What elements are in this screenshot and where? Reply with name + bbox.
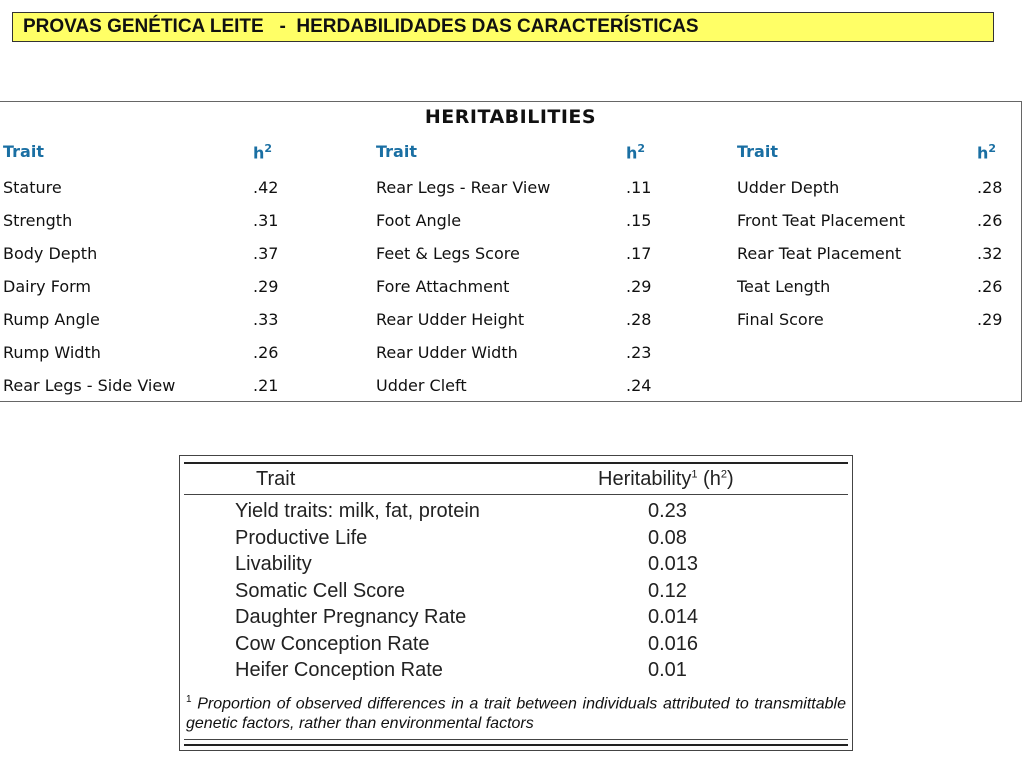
trait-name: Final Score [737,310,824,329]
trait-name: Teat Length [737,277,831,296]
h2-header: $h^2$ [253,142,273,163]
trait-name: Rear Teat Placement [737,244,902,263]
table-row [180,606,852,632]
trait-name: Rear Udder Height [376,310,525,329]
table-row [180,500,852,526]
heritability-value: .15 [626,211,652,230]
trait-name: Strength [3,211,73,230]
heritability-value: .28 [977,178,1003,197]
trait-name: Cow Conception Rate [235,632,430,655]
trait-name: Somatic Cell Score [235,579,406,602]
trait-header: Trait [3,142,44,161]
heritability-value: 0.01 [648,659,687,681]
top-rule [184,462,848,464]
table-row [180,527,852,553]
heritability-value: .17 [626,244,652,263]
heritability-value: .28 [626,310,652,329]
table-row [180,553,852,579]
heritability-value: .37 [253,244,279,263]
trait-name: Rear Legs - Side View [3,376,176,395]
trait-name: Dairy Form [3,277,92,296]
trait-name: Udder Cleft [376,376,467,395]
heritability-value: .29 [253,277,279,296]
heritability-value: .42 [253,178,279,197]
heritability-value: .11 [626,178,652,197]
bottom-rule [184,744,848,746]
trait-name: Stature [3,178,62,197]
heritability-value: .21 [253,376,279,395]
yield-trait-header: Trait [256,468,296,490]
heritability-value: .31 [253,211,279,230]
heritability-value: 0.016 [648,632,699,655]
heritability-value: 0.013 [648,553,699,575]
heritability-value: .23 [626,343,652,362]
table-row [180,659,852,685]
trait-name: Daughter Pregnancy Rate [235,606,467,628]
heritability-value: .33 [253,310,279,329]
trait-name: Front Teat Placement [737,211,905,230]
h2-header: $h^2$ [977,142,997,163]
trait-name: Yield traits: milk, fat, protein [235,500,480,522]
heritability-value: .29 [626,277,652,296]
bottom-rule-thin [184,739,848,740]
heritability-value: .26 [253,343,279,362]
heritability-value: .26 [977,211,1003,230]
yield-heritability-table [179,455,853,751]
header-rule [184,494,848,495]
trait-name: Rump Angle [3,310,100,329]
trait-name: Rear Udder Width [376,343,518,362]
trait-name: Body Depth [3,244,98,263]
table-row [180,633,852,659]
heritability-value: 0.12 [648,579,687,602]
heritability-value: .32 [977,244,1003,263]
trait-name: Rump Width [3,343,101,362]
trait-name: Foot Angle [376,211,462,230]
heritability-value: .26 [977,277,1003,296]
heritability-value: 0.014 [648,606,699,628]
trait-header: Trait [737,142,778,161]
trait-name: Heifer Conception Rate [235,659,443,681]
trait-name: Fore Attachment [376,277,510,296]
footnote: $^1$ Proportion of observed differences in a trait between individuals attributed to transmittable genetic factors, rather than environmental factors [186,694,846,733]
heritability-value: 0.08 [648,526,687,549]
heritability-value: 0.23 [648,500,687,522]
h2-header: $h^2$ [626,142,646,163]
heritabilities-table [0,101,1022,402]
trait-name: Livability [235,553,312,575]
trait-header: Trait [376,142,417,161]
trait-name: Udder Depth [737,178,840,197]
heritabilities-title: HERITABILITIES [424,106,597,128]
trait-name: Feet & Legs Score [376,244,520,263]
page-title-banner [12,12,994,42]
table-row [180,580,852,606]
heritability-value: .24 [626,376,652,395]
trait-name: Productive Life [235,526,368,549]
yield-heritability-header: Heritability$^1$ $(h^2)$ [598,468,734,490]
heritability-value: .29 [977,310,1003,329]
page-title: PROVAS GENÉTICA LEITE - HERDABILIDADES DAS CARACTERÍSTICAS [23,16,699,37]
trait-name: Rear Legs - Rear View [376,178,551,197]
